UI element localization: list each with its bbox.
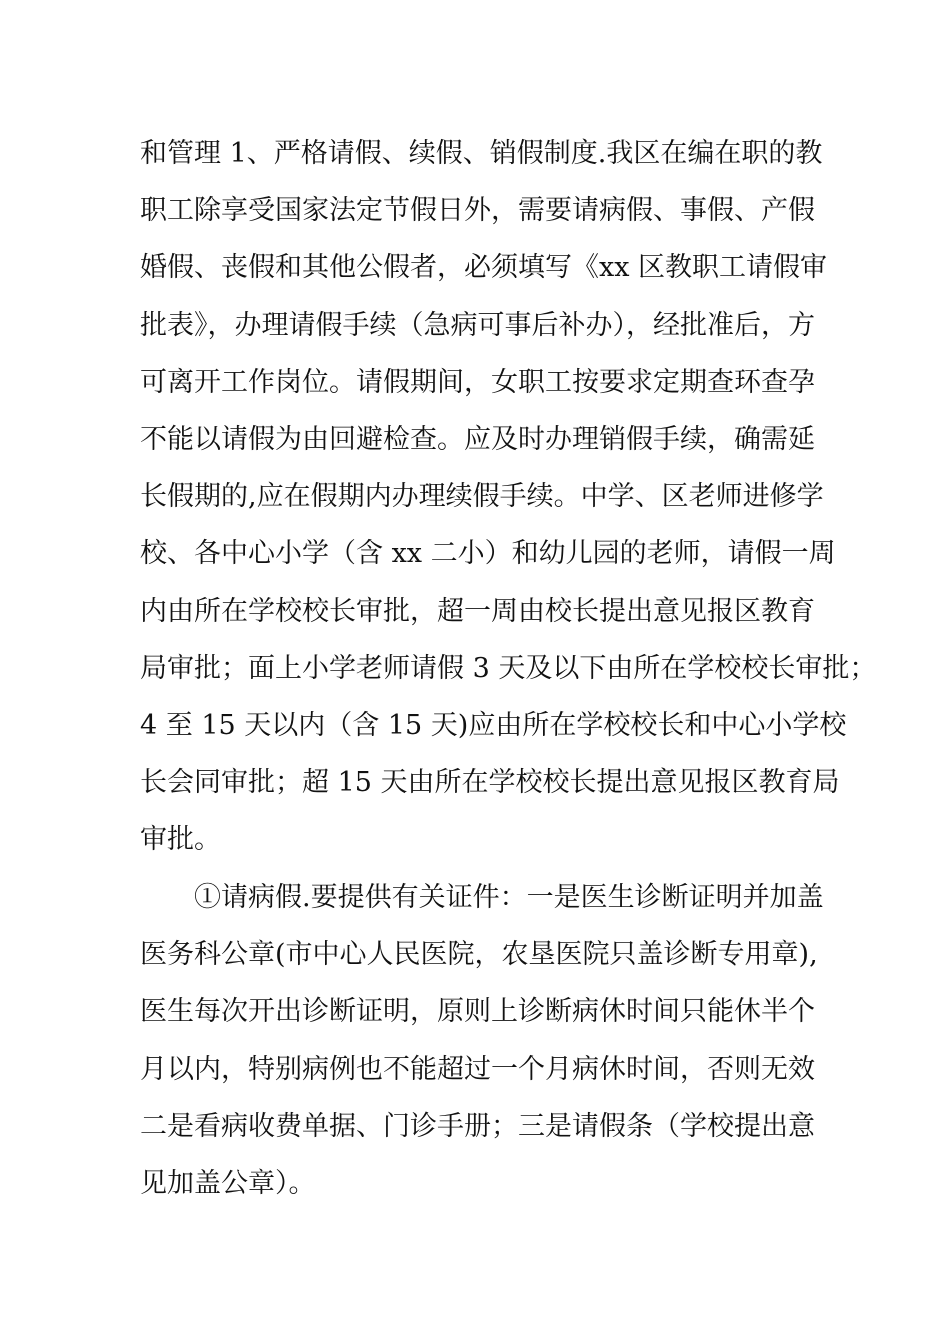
text-line: 和管理 1、严格请假、续假、销假制度.我区在编在职的教 [140,138,823,169]
text-line: 婚假、丧假和其他公假者，必须填写《xx 区教职工请假审 [140,252,828,284]
text-line: 医生每次开出诊断证明，原则上诊断病休时间只能休半个 [140,996,815,1028]
text-line: 可离开工作岗位。请假期间，女职工按要求定期查环查孕 [140,366,815,398]
text-line: 内由所在学校校长审批，超一周由校长提出意见报区教育 [140,595,815,627]
text-line: 审批。 [140,824,221,856]
paragraph-leave-rules [140,125,877,868]
paragraph-sick-leave [140,869,824,1212]
text-line: 校、各中心小学（含 xx 二小）和幼儿园的老师，请假一周 [140,538,836,570]
text-line: 局审批；面上小学老师请假 3 天及以下由所在学校校长审批； [140,652,877,684]
text-line: ①请病假.要提供有关证件：一是医生诊断证明并加盖 [194,882,824,913]
text-line: 批表》，办理请假手续（急病可事后补办），经批准后，方 [140,309,815,341]
text-line: 二是看病收费单据、门诊手册；三是请假条（学校提出意 [140,1110,815,1142]
text-line: 医务科公章(市中心人民医院，农垦医院只盖诊断专用章), [140,939,818,971]
text-line: 4 至 15 天以内（含 15 天)应由所在学校校长和中心小学校 [140,709,847,741]
text-line: 长会同审批；超 15 天由所在学校校长提出意见报区教育局 [140,767,840,799]
text-line: 不能以请假为由回避检查。应及时办理销假手续，确需延 [140,423,815,455]
text-line: 月以内，特别病例也不能超过一个月病休时间，否则无效 [140,1053,815,1085]
text-line: 见加盖公章）。 [140,1167,316,1199]
text-line: 长假期的,应在假期内办理续假手续。中学、区老师进修学 [140,481,824,513]
text-line: 职工除享受国家法定节假日外，需要请病假、事假、产假 [140,195,815,227]
